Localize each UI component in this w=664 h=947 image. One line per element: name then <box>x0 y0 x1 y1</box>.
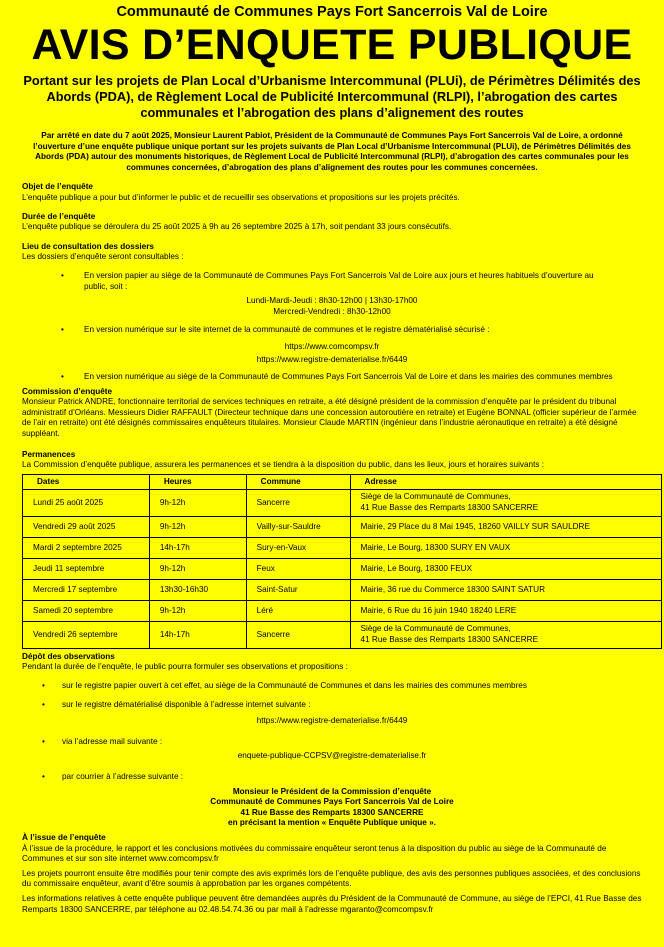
permanences-text: La Commission d’enquête publique, assurera les permanences et se tiendra à la disposition du public, dans les lieux, jours et horaires suivants : <box>22 460 545 470</box>
table-row <box>23 489 662 516</box>
lieu-bullet-paper: • En version papier au siège de la Communauté de Communes Pays Fort Sancerrois Val de Loire aux jours et heures habituels d’ouverture au public, soit : <box>22 271 642 292</box>
registry-link[interactable]: https://www.registre-dematerialise.fr/6449 <box>256 354 408 364</box>
issue-text-1: À l’issue de la procédure, le rapport et les conclusions motivées du commissaire enquêteur seront tenus à la disposition du public au siège de la Communauté de Communes et sur son site internet www.comcompsv.fr <box>22 843 607 864</box>
cell-hours: 9h-12h <box>149 489 246 516</box>
depot-bullet-paper: • sur le registre papier ouvert à cet effet, au siège de la Communauté de Communes et dans les mairies des communes membres <box>22 681 642 692</box>
lieu-bullet-siege: • En version numérique au siège de la Communauté de Communes Pays Fort Sancerrois Val de Loire et dans les mairies des communes membres <box>22 372 642 383</box>
cell-address <box>350 621 661 648</box>
column-header: Dates <box>23 474 150 489</box>
cell-hours: 9h-12h <box>149 558 246 579</box>
table-row <box>23 516 662 537</box>
cell-date: Jeudi 11 septembre <box>23 558 150 579</box>
cell-hours: 14h-17h <box>149 537 246 558</box>
cell-address: Mairie, 36 rue du Commerce 18300 SAINT SATUR <box>350 579 661 600</box>
address-line: Siège de la Communauté de Communes, <box>360 492 511 502</box>
opening-hours-1: Lundi-Mardi-Jeudi : 8h30-12h00 | 13h30-17h00 <box>246 296 418 306</box>
lieu-title: Lieu de consultation des dossiers <box>22 241 154 251</box>
cell-commune: Vailly-sur-Sauldre <box>246 516 350 537</box>
column-header: Adresse <box>350 474 661 489</box>
cell-hours: 13h30-16h30 <box>149 579 246 600</box>
cell-address: Mairie, Le Bourg, 18300 FEUX <box>350 558 661 579</box>
issue-text-2: Les projets pourront ensuite être modifiés pour tenir compte des avis exprimés lors de l’enquête publique, des avis des personnes publiques associées, et des conclusions du commissaire enquêteur, avant d’être soumis à approbation par les organes compétents. <box>22 868 641 889</box>
opening-hours-2: Mercredi-Vendredi : 8h30-12h00 <box>273 306 391 316</box>
depot-bullet-email: • via l’adresse mail suivante : <box>22 737 642 748</box>
duree-title: Durée de l’enquête <box>22 211 96 221</box>
table-row <box>23 558 662 579</box>
table-row <box>23 621 662 648</box>
duree-text: L’enquête publique se déroulera du 25 août 2025 à 9h au 26 septembre 2025 à 17h, soit pendant 33 jours consécutifs. <box>22 222 452 232</box>
cell-address: Mairie, Le Bourg, 18300 SURY EN VAUX <box>350 537 661 558</box>
objet-title: Objet de l’enquête <box>22 182 93 192</box>
table-row <box>23 537 662 558</box>
objet-text: L’enquête publique a pour but d’informer le public et de recueillir ses observations et propositions sur les projets précités. <box>22 192 460 202</box>
depot-email-link[interactable]: enquete-publique-CCPSV@registre-dematerialise.fr <box>237 751 427 761</box>
cell-commune: Sury-en-Vaux <box>246 537 350 558</box>
depot-bullet-digital: • sur le registre dématérialisé disponible à l’adresse internet suivante : <box>22 700 642 711</box>
mail-address-line-1: Monsieur le Président de la Commission d’enquête <box>232 786 432 796</box>
address-line: 41 Rue Basse des Remparts 18300 SANCERRE <box>360 502 539 512</box>
commission-text: Monsieur Patrick ANDRE, fonctionnaire territorial de services techniques en retraite, a été désigné président de la commission d’enquête par le président du tribunal administratif d’Orléans. Messieurs Didier RAFFAULT (Directeur technique dans une concession autoroutière en retraite) et Eugène BONNAL (officier supérieur de l’armée de l’air en retraite) ont été désignés commissaires enquêteurs titulaires. Monsieur Claude MARTIN (ingénieur dans l’industrie aéronautique en retraite) a été désigné suppléant. <box>22 397 637 439</box>
lieu-text: Les dossiers d’enquête seront consultables : <box>22 252 184 262</box>
page-subtitle: Portant sur les projets de Plan Local d’Urbanisme Intercommunal (PLUi), de Périmètres Délimités des Abords (PDA), de Règlement Local de Publicité Intercommunal (RLPI), l’abrogation des cartes communales et l’abrogation des plans d’alignement des routes <box>23 73 641 120</box>
table-header-row <box>23 474 662 489</box>
website-link[interactable]: https://www.comcompsv.fr <box>284 341 380 351</box>
cell-commune: Léré <box>246 600 350 621</box>
cell-date: Vendredi 29 août 2025 <box>23 516 150 537</box>
cell-address: Mairie, 29 Place du 8 Mai 1945, 18260 VAILLY SUR SAULDRE <box>350 516 661 537</box>
depot-registry-link[interactable]: https://www.registre-dematerialise.fr/6449 <box>256 716 408 726</box>
cell-commune: Sancerre <box>246 621 350 648</box>
organization-name: Communauté de Communes Pays Fort Sancerrois Val de Loire <box>116 4 548 20</box>
mail-address-line-3: 41 Rue Basse des Remparts 18300 SANCERRE <box>240 807 424 817</box>
table-row <box>23 600 662 621</box>
cell-hours: 9h-12h <box>149 600 246 621</box>
table-row <box>23 579 662 600</box>
issue-title: À l’issue de l’enquête <box>22 832 106 842</box>
cell-date: Mardi 2 septembre 2025 <box>23 537 150 558</box>
depot-bullet-mail: • par courrier à l’adresse suivante : <box>22 772 642 783</box>
lieu-bullet-digital: • En version numérique sur le site internet de la communauté de communes et le registre dématérialisé sécurisé : <box>22 325 642 336</box>
cell-hours: 14h-17h <box>149 621 246 648</box>
cell-address: Mairie, 6 Rue du 16 juin 1940 18240 LERE <box>350 600 661 621</box>
intro-paragraph: Par arrêté en date du 7 août 2025, Monsieur Laurent Pabiot, Président de la Communauté de Communes Pays Fort Sancerrois Val de Loire, a ordonné l’ouverture d’une enquête publique unique portant sur les projets suivants de Plan Local d’Urbanisme Intercommunal (PLUi), de Périmètres Délimités des Abords (PDA) autour des monuments historiques, de Règlement Local de Publicité Intercommunal (RLPI), d’abrogation des cartes communales pour les communes concernées, d’abrogation des plans d’alignement des routes pour les communes concernées. <box>33 131 631 172</box>
cell-address <box>350 489 661 516</box>
cell-commune: Sancerre <box>246 489 350 516</box>
column-header: Commune <box>246 474 350 489</box>
address-line: Siège de la Communauté de Communes, <box>360 624 511 634</box>
cell-date: Mercredi 17 septembre <box>23 579 150 600</box>
page-title: AVIS D’ENQUETE PUBLIQUE <box>31 21 633 69</box>
cell-commune: Feux <box>246 558 350 579</box>
address-line: 41 Rue Basse des Remparts 18300 SANCERRE <box>360 634 539 644</box>
cell-date: Lundi 25 août 2025 <box>23 489 150 516</box>
permanences-title: Permanences <box>22 449 76 459</box>
issue-text-3: Les informations relatives à cette enquête publique peuvent être demandées auprès du Président de la Communauté de Commune, au siège de l’EPCI, 41 Rue Basse des Remparts 18300 SANCERRE, par téléphone au 02.48.54.74.36 ou par mail à l’adresse mgaranto@comcompsv.fr <box>22 893 642 914</box>
cell-date: Vendredi 26 septembre <box>23 621 150 648</box>
mail-address-line-2: Communauté de Communes Pays Fort Sancerrois Val de Loire <box>210 797 454 807</box>
cell-hours: 9h-12h <box>149 516 246 537</box>
cell-date: Samedi 20 septembre <box>23 600 150 621</box>
permanences-table <box>22 474 662 649</box>
depot-text: Pendant la durée de l’enquête, le public pourra formuler ses observations et propositions : <box>22 662 348 672</box>
mail-address-line-4: en précisant la mention « Enquête Publique unique ». <box>228 818 436 828</box>
depot-title: Dépôt des observations <box>22 651 115 661</box>
cell-commune: Saint-Satur <box>246 579 350 600</box>
column-header: Heures <box>149 474 246 489</box>
commission-title: Commission d’enquête <box>22 386 113 396</box>
